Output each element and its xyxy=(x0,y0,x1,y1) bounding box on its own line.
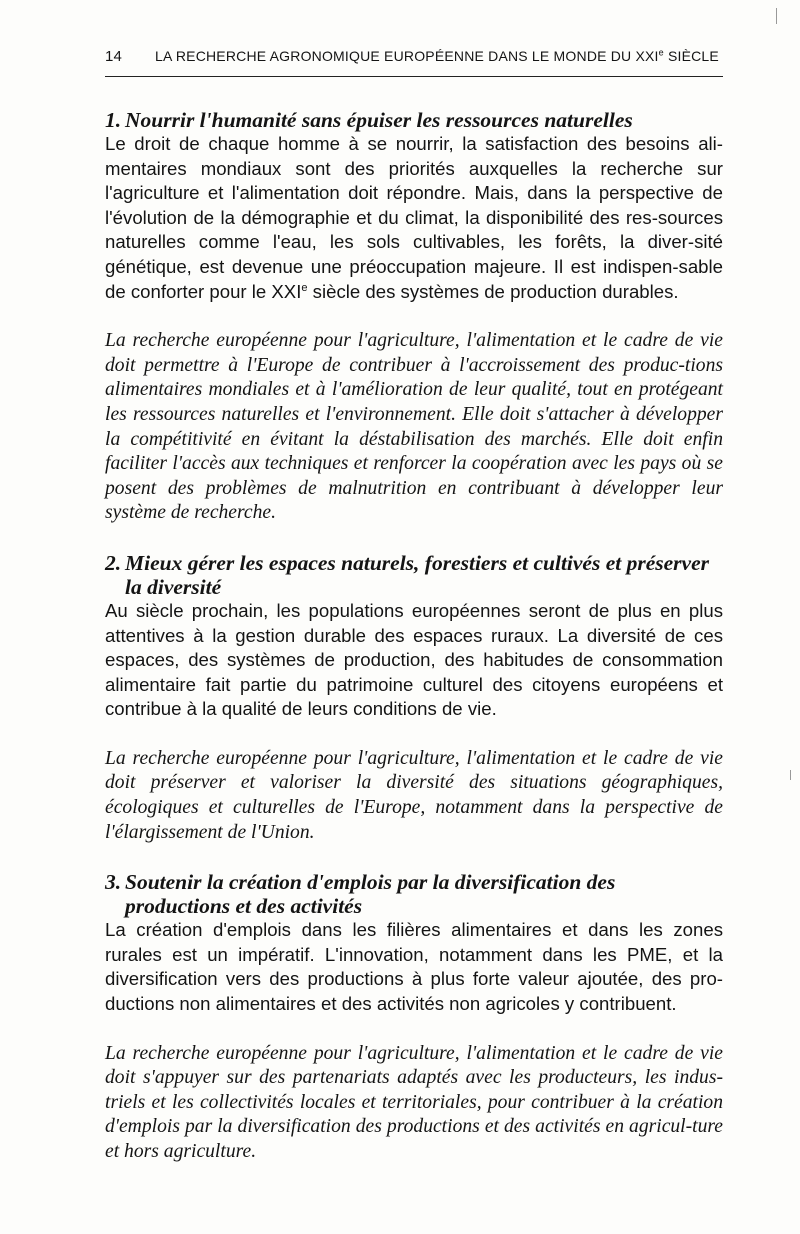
section-1-italic: La recherche européenne pour l'agriculture, l'alimentation et le cadre de vie doit permettre à l'Europe de contribuer à l'accroissement des produc-tions alimentaires mondiales et à l'amélioration de leur qualité, tout en protégeant les ressources naturelles et l'environnement. Elle doit s'attacher à développer la compétitivité en évitant la déstabilisation des marchés. Elle doit enfin faciliter l'accès aux techniques et renforcer la coopération avec les pays où se posent des problèmes de malnutrition en contribuant à développer leur système de recherche. xyxy=(105,330,723,524)
scan-mark xyxy=(790,770,791,780)
header-rule xyxy=(105,76,723,77)
section-3-body: La création d'emplois dans les filières alimentaires et dans les zones rurales est un impératif. L'innovation, notamment dans les PME, et la diversification vers des productions à plus forte valeur ajoutée, des pro-ductions non alimentaires et des activités non agricoles y contribuent. xyxy=(105,919,723,1015)
section-3-heading: 3. Soutenir la création d'emplois par la diversification des productions et des activités xyxy=(105,870,616,919)
section-2-italic: La recherche européenne pour l'agriculture, l'alimentation et le cadre de vie doit préserver et valoriser la diversité des situations géographiques, écologiques et culturelles de l'Europe, notamment dans la perspective de l'élargissement de l'Union. xyxy=(105,747,723,843)
section-3-italic: La recherche européenne pour l'agriculture, l'alimentation et le cadre de vie doit s'appuyer sur des partenariats adaptés avec les producteurs, les indus-triels et les collectivités locales et territoriales, pour contribuer à la création d'emplois par la diversification des productions et des activités en agricul-ture et hors agriculture. xyxy=(105,1042,723,1162)
page-content xyxy=(105,108,723,1165)
running-header xyxy=(105,48,723,65)
page-number: 14 xyxy=(105,48,123,65)
section-1-body: Le droit de chaque homme à se nourrir, la satisfaction des besoins ali-mentaires mondiaux sont des priorités auxquelles la recherche sur l'agriculture et l'alimentation doit répondre. Mais, dans la perspective de l'évolution de la démographie et du climat, la disponibilité des res-sources naturelles comme l'eau, les sols cultivables, les forêts, la diver-sité génétique, est devenue une préoccupation majeure. Il est indispen-sable de conforter pour le XXIe siècle des systèmes de production durables. xyxy=(105,133,723,302)
header-title: LA RECHERCHE AGRONOMIQUE EUROPÉENNE DANS LE MONDE DU XXIe SIÈCLE xyxy=(155,47,719,64)
scan-mark xyxy=(776,8,777,24)
section-2-heading: 2. Mieux gérer les espaces naturels, forestiers et cultivés et préserver la diversité xyxy=(105,550,709,599)
section-2-body: Au siècle prochain, les populations européennes seront de plus en plus attentives à la gestion durable des espaces ruraux. La diversité de ces espaces, des systèmes de production, des habitudes de consommation alimentaire fait partie du patrimoine culturel des citoyens européens et contribue à la qualité de leurs conditions de vie. xyxy=(105,599,723,720)
section-1-heading: 1. Nourrir l'humanité sans épuiser les ressources naturelles xyxy=(105,108,633,132)
